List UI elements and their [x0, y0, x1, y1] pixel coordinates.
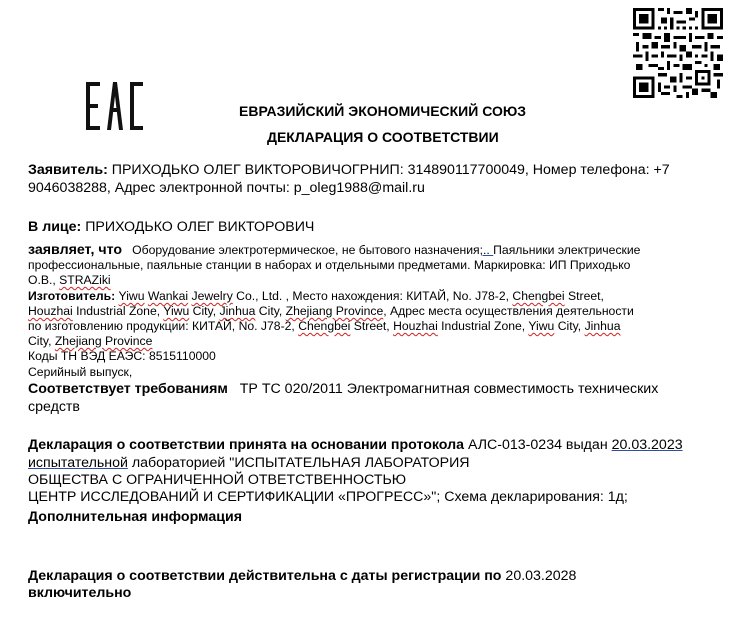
validity-line-2 [28, 585, 131, 601]
product-description: Оборудование электротермическое, не бытового назначения [132, 243, 480, 257]
qr-code [633, 8, 723, 98]
declares-line-1 [28, 242, 640, 258]
applicant-label: Заявитель: [28, 162, 108, 178]
additional-info [28, 509, 242, 525]
protocol-date: 20.03.2023 [611, 437, 683, 453]
word: Wankai [147, 289, 189, 303]
document-title: ДЕКЛАРАЦИЯ О СООТВЕТСТВИИ [267, 129, 499, 145]
text: City, [28, 334, 55, 348]
manufacturer-line-4 [28, 334, 152, 348]
conformity-value: ТР ТС 020/2011 Электромагнитная совместимость технических [239, 381, 659, 397]
text: City, [255, 304, 286, 318]
lab-word: испытательной [28, 455, 128, 471]
text: City, [189, 304, 220, 318]
word: Yiwu [118, 289, 145, 303]
text: по изготовлению продукции: КИТАЙ, No. J78-2, [28, 319, 299, 333]
manufacturer-line-1 [28, 289, 604, 303]
word: Zhejiang Province [285, 304, 384, 318]
protocol-number: АЛС-013-0234 выдан [464, 437, 612, 453]
product-separator: ;.. [479, 243, 494, 257]
conformity-line-1 [28, 381, 658, 397]
word: Houzhai [393, 319, 438, 333]
word: Jinhua [219, 304, 256, 318]
hs-codes: Коды ТН ВЭД ЕАЭС: 8515110000 [28, 349, 216, 363]
protocol-line-3: ОБЩЕСТВА С ОГРАНИЧЕННОЙ ОТВЕТСТВЕННОСТЬЮ [28, 472, 407, 488]
person-label: В лице: [28, 219, 82, 235]
protocol-line-2 [28, 455, 470, 471]
person-value: ПРИХОДЬКО ОЛЕГ ВИКТОРОВИЧ [81, 219, 315, 235]
applicant-value: ПРИХОДЬКО ОЛЕГ ВИКТОРОВИЧОГРНИП: 314890117700049, Номер телефона: +7 [107, 162, 670, 178]
text: City, [554, 319, 585, 333]
word: Chengbei [512, 289, 565, 303]
manufacturer-line-3 [28, 319, 620, 333]
word: Zhejiang Province [54, 334, 153, 348]
text: Industrial Zone, [437, 319, 529, 333]
word: Yiwu [163, 304, 190, 318]
conformity-label: Соответствует требованиям [28, 381, 228, 397]
word: Houzhai [28, 304, 73, 318]
serial-output: Серийный выпуск, [28, 365, 133, 379]
person-line [28, 219, 314, 235]
product-description-end: Паяльники электрические [493, 243, 641, 257]
declares-line-3 [28, 273, 111, 287]
validity-inclusive: включительно [28, 585, 132, 601]
word: Chengbei [298, 319, 351, 333]
text: Co., Ltd. , Место нахождения: КИТАЙ, No. J78-2, [232, 289, 513, 303]
word: Jewelry [191, 289, 233, 303]
word: Yiwu [528, 319, 555, 333]
marking-brand: STRAZiki [59, 273, 111, 287]
lab-name: лабораторией "ИСПЫТАТЕЛЬНАЯ ЛАБОРАТОРИЯ [127, 455, 470, 471]
manufacturer-label: Изготовитель: [28, 289, 116, 303]
applicant-line-1 [28, 162, 670, 178]
text: , Адрес места осуществления деятельности [383, 304, 634, 318]
additional-label: Дополнительная информация [28, 509, 242, 525]
protocol-line-4: ЦЕНТР ИССЛЕДОВАНИЙ И СЕРТИФИКАЦИИ «ПРОГРЕСС»"; Схема декларирования: 1д; [28, 489, 628, 505]
protocol-label: Декларация о соответствии принята на основании протокола [28, 437, 465, 453]
validity-label: Декларация о соответствии действительна с даты регистрации по [28, 568, 502, 584]
declares-label: заявляет, что [28, 242, 122, 258]
marking-owner: О.В., [28, 273, 60, 287]
validity-line-1 [28, 568, 576, 584]
text: Street, [350, 319, 394, 333]
applicant-line-2: 9046038288, Адрес электронной почты: p_oleg1988@mail.ru [28, 180, 425, 196]
eac-logo [86, 82, 144, 130]
declares-line-2: профессиональные, паяльные станции в наборах и отдельными предметами. Маркировка: ИП Приходько [28, 258, 631, 272]
union-title: ЕВРАЗИЙСКИЙ ЭКОНОМИЧЕСКИЙ СОЮЗ [239, 103, 527, 119]
text: Industrial Zone, [72, 304, 164, 318]
validity-date: 20.03.2028 [501, 568, 577, 584]
text: Street, [564, 289, 604, 303]
protocol-line-1 [28, 437, 683, 453]
conformity-line-2: средств [28, 399, 80, 415]
word: Jinhua [584, 319, 621, 333]
manufacturer-line-2 [28, 304, 634, 318]
